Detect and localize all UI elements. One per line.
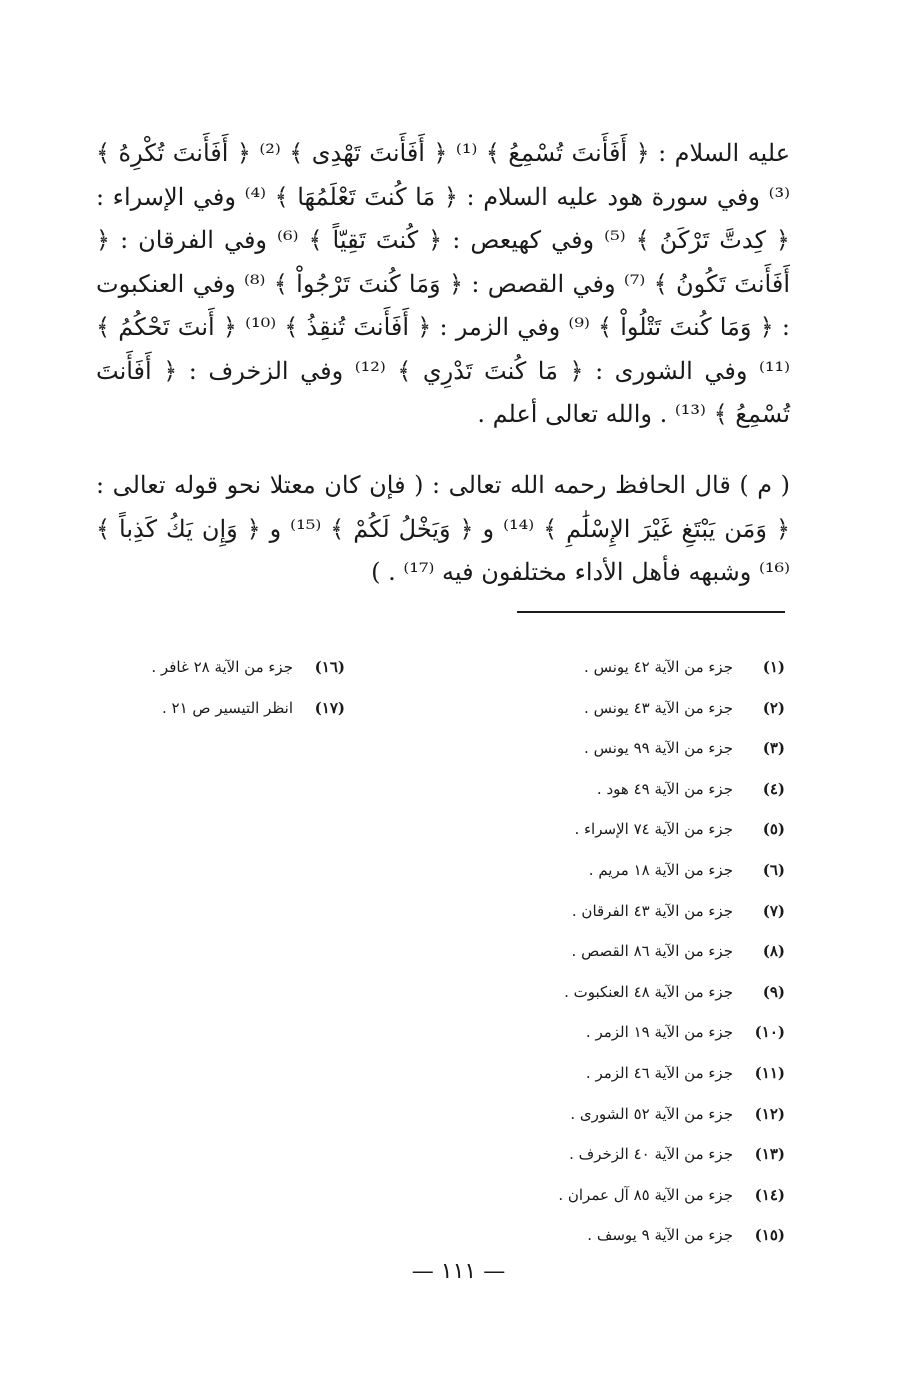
footnote [495,977,785,1018]
footnote [495,1220,785,1261]
footnote-number: (٤) [762,779,785,798]
footnote-separator [517,611,785,613]
footnote-number: (١٠) [754,1023,785,1042]
footnote-text: جزء من الآية ٤٢ يونس . [584,658,733,676]
footnote [495,896,785,937]
footnote-text: جزء من الآية ٤٣ يونس . [584,698,733,717]
footnotes-right-column [495,652,785,1261]
footnote-text: جزء من الآية ١٩ الزمر . [585,1023,733,1042]
footnote-text: جزء من الآية ٤٩ هود . [596,779,733,798]
footnote [495,1099,785,1140]
footnotes-left-column [105,652,345,733]
footnote-text: جزء من الآية ٤٣ الفرقان . [571,901,733,920]
footnote [495,1058,785,1099]
footnote [495,1017,785,1058]
footnote-number: (١٤) [754,1185,785,1204]
footnote [105,652,345,693]
footnote [495,1180,785,1221]
footnote [495,1139,785,1180]
footnote-number: (١١) [754,1063,785,1082]
footnote-number: (٣) [762,739,785,758]
footnote [495,936,785,977]
footnote [495,855,785,896]
footnote-text: جزء من الآية ٨٥ آل عمران . [558,1185,733,1204]
footnote [495,652,785,693]
footnote-text: جزء من الآية ٤٠ الزخرف . [569,1145,733,1164]
footnote-number: (٧) [762,901,785,920]
body-paragraph: عليه السلام : ﴿ أَفَأَنتَ تُسْمِعُ ﴾ ⁽¹⁾ ﴿ أَفَأَنتَ تَهْدِى ﴾ ⁽²⁾ ﴿ أَفَأَنتَ تُكْرِهُ ﴾ ⁽³⁾ وفي سورة هود عليه السلام : ﴿ مَا كُنتَ تَعْلَمُهَا ﴾ ⁽⁴⁾ وفي الإسراء : ﴿ كِدتَّ تَرْكَنُ ﴾ ⁽⁵⁾ وفي كهيعص : ﴿ كُنتَ تَقِيّاً ﴾ ⁽⁶⁾ وفي الفرقان : ﴿ أَفَأَنتَ تَكُونُ ﴾ ⁽⁷⁾ وفي القصص : ﴿ وَمَا كُنتَ تَرْجُواْ ﴾ ⁽⁸⁾ وفي العنكبوت : ﴿ وَمَا كُنتَ تَتْلُواْ ﴾ ⁽⁹⁾ وفي الزمر : ﴿ أَفَأَنتَ تُنقِذُ ﴾ ⁽¹⁰⁾ ﴿ أَنتَ تَحْكُمُ ﴾ ⁽¹¹⁾ وفي الشورى : ﴿ مَا كُنتَ تَدْرِي ﴾ ⁽¹²⁾ وفي الزخرف : ﴿ أَفَأَنتَ تُسْمِعُ ﴾ ⁽¹³⁾ . والله تعالى أعلم . [96,139,791,428]
footnote-text: جزء من الآية ٢٨ غافر . [151,658,293,676]
footnote [495,693,785,734]
body-paragraph: ( م ) قال الحافظ رحمه الله تعالى : ( فإن كان معتلا نحو قوله تعالى : ﴿ وَمَن يَبْتَغِ غَيْرَ الإِسْلَٰمِ ﴾ ⁽¹⁴⁾ و ﴿ وَيَخْلُ لَكُمْ ﴾ ⁽¹⁵⁾ و ﴿ وَإِن يَكُ كَذِباً ﴾ ⁽¹⁶⁾ وشبهه فأهل الأداء مختلفون فيه ⁽¹⁷⁾ . ) [96,471,791,586]
footnote-text: جزء من الآية ٤٨ العنكبوت . [564,982,733,1001]
footnote-number: (٥) [762,820,785,839]
footnote-text: انظر التيسير ص ٢١ . [161,698,293,717]
footnote [495,733,785,774]
footnote-number: (١٢) [754,1104,785,1123]
footnote-number: (٦) [762,860,785,879]
footnote-text: جزء من الآية ٤٦ الزمر . [585,1063,733,1082]
footnote-number: (٩) [762,982,785,1001]
footnote-number: (١٦) [314,658,345,676]
footnote-text: جزء من الآية ٨٦ القصص . [571,942,733,961]
footnote-number: (١٧) [314,698,345,717]
footnote-number: (١٥) [754,1226,785,1245]
footnote-text: جزء من الآية ١٨ مريم . [588,860,733,879]
footnote [105,693,345,734]
footnote-number: (٢) [762,698,785,717]
footnote-number: (١) [762,658,785,676]
footnote-text: جزء من الآية ٧٤ الإسراء . [574,820,733,839]
footnote-number: (٨) [762,942,785,961]
footnote [495,774,785,815]
page-number: — ١١١ — [411,1259,506,1284]
footnote-text: جزء من الآية ٩ يوسف . [587,1226,733,1245]
footnote-text: جزء من الآية ٩٩ يونس . [584,739,733,758]
footnote [495,814,785,855]
footnote-number: (١٣) [754,1145,785,1164]
footnote-text: جزء من الآية ٥٢ الشورى . [570,1104,733,1123]
